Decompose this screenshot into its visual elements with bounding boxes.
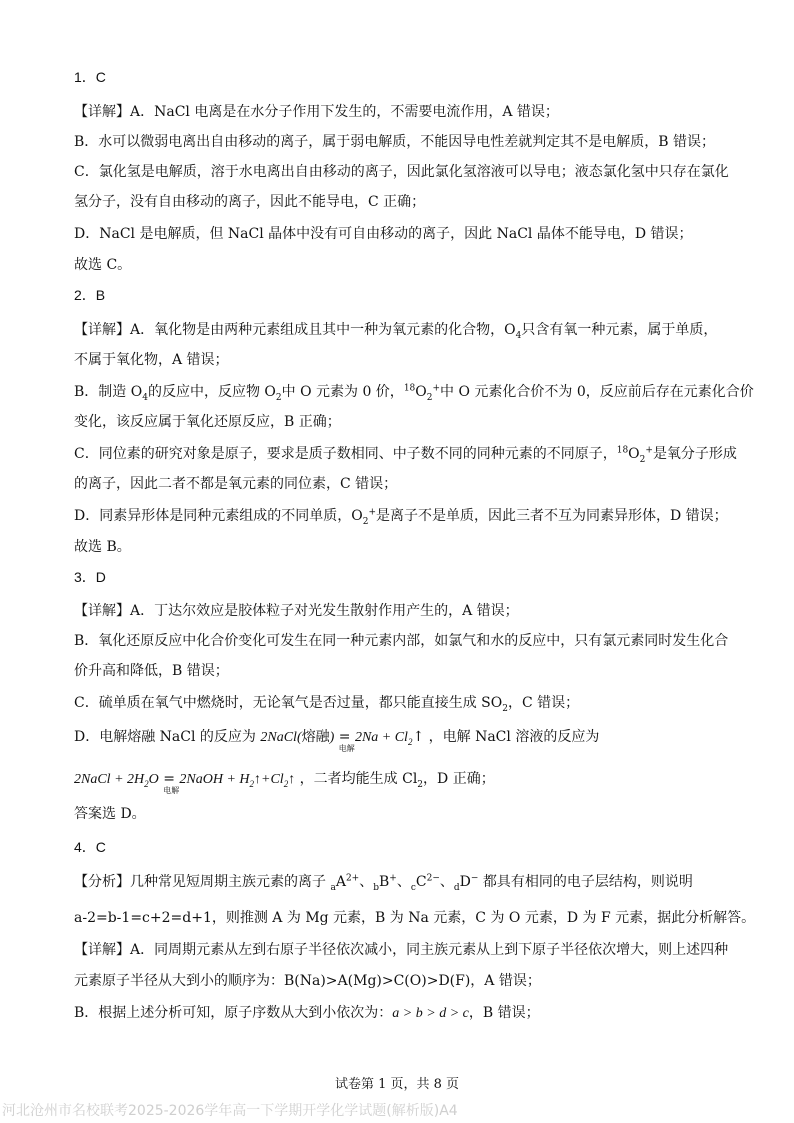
q3-conclusion: 答案选 D。 [74,806,146,822]
q3-detail-a: 【详解】A．丁达尔效应是胶体粒子对光发生散射作用产生的，A 错误； [74,603,519,619]
equation-nacl-solution: 2NaCl + $2H_2O$ [74,772,159,789]
q2-detail-b1: B．制造 $O_4$的反应中，反应物 $O_2$中 O 元素为 0 价，$^{18}O_2^+$中 O 元素化合价不为 0，反应前后存在元素化合价 [74,383,754,403]
q3-detail-c: C．硫单质在氧气中燃烧时，无论氧气是否过量，都只能直接生成 $SO_2$，C 错误； [74,695,580,714]
question-3-number: 3．D [74,569,106,585]
q2-detail-b2: 变化，该反应属于氧化还原反应，B 正确； [74,414,341,430]
question-2-number: 2．B [74,287,106,303]
electrolysis-condition: = 电解 [338,729,355,753]
q1-detail-d: D．NaCl 是电解质，但 NaCl 晶体中没有可自由移动的离子，因此 NaCl 晶体不能导电，D 错误； [74,226,693,242]
equation-molten-nacl: 2NaCl(熔融) [260,730,335,745]
q1-detail-c1: C．氯化氢是电解质，溶于水电离出自由移动的离子，因此氯化氢溶液可以导电；液态氯化氢中只存在氯化 [74,164,729,180]
q3-detail-b1: B．氧化还原反应中化合价变化可发生在同一种元素内部，如氯气和水的反应中，只有氯元素同时发生化合 [74,633,729,649]
electrolysis-condition-2: = 电解 [163,771,180,795]
q4-analysis-1: 【分析】几种常见短周期主族元素的离子 $_aA^{2+}$、$_b$B+、$_cC^{2-}$、$_d$D− 都具有相同的电子层结构，则说明 [74,873,693,893]
q2-detail-c2: 的离子，因此二者不都是氧元素的同位素，C 错误； [74,476,398,492]
page-footer: 试卷第 1 页，共 8 页 [334,1077,460,1092]
q2-detail-c1: C．同位素的研究对象是原子，要求是质子数相同、中子数不同的同种元素的不同原子，$^{18}O_2^+$是氧分子形成 [74,445,737,465]
q1-detail-a: 【详解】A．NaCl 电离是在水分子作用下发生的，不需要电流作用，A 错误； [74,104,559,120]
q2-detail-d: D．同素异形体是同种元素组成的不同单质，$O_2^+$是离子不是单质，因此三者不互为同素异形体，D 错误； [74,507,728,527]
q4-detail-a1: 【详解】A．同周期元素从左到右原子半径依次减小，同主族元素从上到下原子半径依次增大，则上述四种 [74,942,729,958]
q3-detail-b2: 价升高和降低，B 错误； [74,663,229,679]
watermark: 河北沧州市名校联考2025-2026学年高一下学期开学化学试题(解析版)A4 [2,1103,458,1119]
question-4-number: 4．C [74,839,106,855]
q2-detail-a2: 不属于氧化物，A 错误； [74,352,229,368]
q4-detail-a2: 元素原子半径从大到小的顺序为：B(Na)>A(Mg)>C(O)>D(F)，A 错误； [74,973,541,989]
q3-detail-d2: 2NaCl + $2H_2O$ = 电解 2NaOH + $H_2↑+Cl_2↑$ ，二者均能生成 $Cl_2$，D 正确； [74,771,495,795]
q1-detail-c2: 氢分子，没有自由移动的离子，因此不能导电，C 正确； [74,194,426,210]
q4-analysis-2: a-2=b-1=c+2=d+1，则推测 A 为 Mg 元素，B 为 Na 元素，C 为 O 元素，D 为 F 元素，据此分析解答。 [74,910,756,926]
q4-detail-b: B．根据上述分析可知，原子序数从大到小依次为：a > b > d > c，B 错误； [74,1005,540,1021]
q2-conclusion: 故选 B。 [74,539,131,555]
q3-detail-d1: D．电解熔融 NaCl 的反应为 2NaCl(熔融) = 电解 $2Na + Cl_2↑$ ，电解 NaCl 溶液的反应为 [74,729,600,753]
q1-detail-b: B．水可以微弱电离出自由移动的离子，属于弱电解质，不能因导电性差就判定其不是电解质，B 错误； [74,134,716,150]
q2-detail-a1: 【详解】A．氧化物是由两种元素组成且其中一种为氧元素的化合物，$O_4$只含有氧一种元素，属于单质， [74,322,718,341]
q1-conclusion: 故选 C。 [74,257,132,273]
question-1-number: 1．C [74,69,106,85]
